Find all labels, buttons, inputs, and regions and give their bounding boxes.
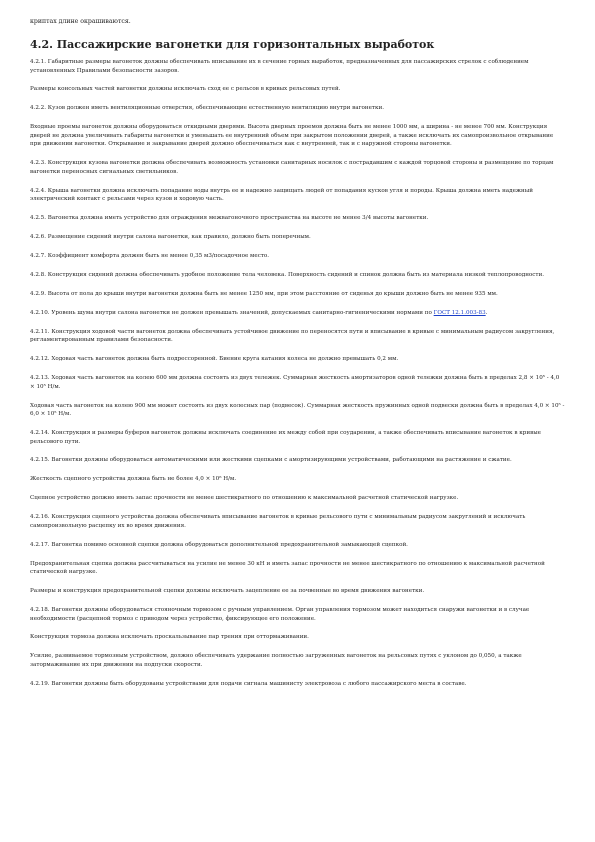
paragraph-4-2-13: 4.2.13. Ходовая часть вагонеток на колею 600 мм должна состоять из двух тележек. Суммарная жесткость амортизаторов одной тележки должна быть в пределах 2,8 × 10⁵ - 4,0 × 10⁵ Н/м. — [30, 375, 560, 390]
paragraph-4-2-6: 4.2.6. Размещение сидений внутри салона вагонетки, как правило, должно быть поперечным. — [30, 234, 311, 241]
paragraph: Сцепное устройство должно иметь запас прочности не менее шестикратного по отношению к максимальной расчетной статической нагрузке. — [30, 495, 459, 502]
section-body — [30, 58, 565, 699]
paragraph-4-2-15: 4.2.15. Вагонетки должны оборудоваться автоматическими или жесткими сцепками с амортизирующими устройствами, работающими на растяжение и сжатие. — [30, 457, 512, 464]
section-title: 4.2. Пассажирские вагонетки для горизонтальных выработок — [30, 38, 435, 51]
paragraph-4-2-8: 4.2.8. Конструкция сидений должна обеспечивать удобное положение тела человека. Поверхность сидений и спинок должна быть из материала низкой теплопроводности. — [30, 271, 545, 278]
paragraph-4-2-19: 4.2.19. Вагонетки должны быть оборудованы устройствами для подачи сигнала машинисту электровоза с любого пассажирского места в составе. — [30, 680, 467, 687]
paragraph-text: 4.2.10. Уровень шума внутри салона вагонетки не должен превышать значений, допускаемых санитарно-гигиеническими нормами по — [30, 309, 434, 316]
paragraph: Конструкция тормоза должна исключать проскальзывание пар трения при оттормаживании. — [30, 634, 309, 641]
paragraph: Входные проемы вагонеток должны оборудоваться откидными дверями. Высота дверных проемов должна быть не менее 1000 мм, а ширина - не менее 700 мм. Конструкция дверей не должна увеличивать габариты вагонетки и уменьшать ее внутренний объем при закрытом положении дверей, а также исключать их самопроизвольное открывание при движении вагонетки. Открывание и закрывание дверей должно обеспечиваться как с внутренней, так и с наружной стороны вагонетки. — [30, 124, 554, 148]
paragraph-4-2-18: 4.2.18. Вагонетки должны оборудоваться стояночным тормозом с ручным управлением. Орган управления тормозом может находиться снаружи вагонетки и в случае необходимости (расцепной тормоз с приводом через устройство, фиксирующее его положение. — [30, 606, 530, 622]
paragraph: Размеры консольных частей вагонетки должны исключать сход ее с рельсов в кривых рельсовых путей. — [30, 86, 341, 93]
paragraph-4-2-12: 4.2.12. Ходовая часть вагонеток должна быть подрессоренной. Биение круга катания колеса не должно превышать 0,2 мм. — [30, 356, 399, 363]
paragraph-4-2-4: 4.2.4. Крыша вагонетки должна исключать попадание воды внутрь ее и надежно защищать людей от попадания кусков угля и породы. Крыша должна иметь надежный электрический контакт с рельсами через кузов и ходовую часть. — [30, 187, 533, 203]
paragraph-4-2-10 — [30, 309, 565, 318]
paragraph-4-2-14: 4.2.14. Конструкция и размеры буферов вагонеток должны исключать соединение их между собой при соударении, а также обеспечивать вписывание вагонеток в кривые рельсового пути. — [30, 430, 541, 445]
paragraph: Размеры и конструкция предохранительной сцепки должны исключать зацепление ее за почвенные во время движения вагонетки. — [30, 588, 425, 595]
paragraph-4-2-17: 4.2.17. Вагонетка помимо основной сцепки должна оборудоваться дополнительной предохранительной замыкающей сцепкой. — [30, 541, 408, 548]
paragraph-4-2-11: 4.2.11. Конструкция ходовой части вагонеток должна обеспечивать устойчивое движение по переносятся пути и вписывание в кривые с минимальным радиусом закругления, регламентированным правилами безопасности. — [30, 328, 555, 344]
carryover-text: криптах длине окрашиваются. — [30, 18, 131, 25]
paragraph-4-2-5: 4.2.5. Вагонетка должна иметь устройство для ограждения межвагоночного пространства на высоте не менее 3/4 высоты вагонетки. — [30, 215, 429, 222]
gost-link[interactable]: ГОСТ 12.1.003-83 — [433, 309, 486, 316]
paragraph-4-2-16: 4.2.16. Конструкция сцепного устройства должна обеспечивать вписывание вагонеток в кривые рельсового пути с минимальным радиусом закруглений и исключать самопроизвольную расцепку их во время движения. — [30, 514, 526, 529]
paragraph: Усилие, развиваемое тормозным устройством, должно обеспечивать удержание полностью загруженных вагонеток на рельсовых путях с уклоном до 0,050, а также затормаживание их при движении на подпуски скорости. — [30, 653, 522, 668]
paragraph: Предохранительная сцепка должна рассчитываться на усилие не менее 30 кН и иметь запас прочности не менее шестикратного по отношению к максимальной расчетной статической нагрузке. — [30, 560, 545, 576]
paragraph-4-2-7: 4.2.7. Коэффициент комфорта должен быть не менее 0,35 м3/посадочное место. — [30, 253, 270, 260]
paragraph-4-2-3: 4.2.3. Конструкция кузова вагонетки должна обеспечивать возможность установки санитарных носилок с пострадавшим с каждой торцовой стороны и размещение по торцам вагонетки переносных сигнальных светильников. — [30, 160, 554, 175]
paragraph: Ходовая часть вагонеток на колею 900 мм может состоять из двух колесных пар (подвесок). Суммарная жесткость пружинных одной подвески должна быть в пределах 4,0 × 10⁵ - 6,0 × 10⁵ Н/м. — [30, 402, 565, 418]
paragraph-4-2-1: 4.2.1. Габаритные размеры вагонеток должны обеспечивать вписывание их в сечение горных выработок, предназначенных для пассажирских стрелок с соблюдением установленных Правилами безопасности зазоров. — [30, 59, 529, 74]
paragraph-text-end: . — [485, 309, 488, 316]
paragraph-4-2-9: 4.2.9. Высота от пола до крыши внутри вагонетки должна быть не менее 1250 мм, при этом расстояние от сиденья до крыши должно быть не менее 935 мм. — [30, 290, 498, 297]
paragraph-4-2-2: 4.2.2. Кузов должен иметь вентиляционные отверстия, обеспечивающие естественную вентиляцию внутри вагонетки. — [30, 105, 384, 112]
paragraph: Жесткость сцепного устройства должна быть не более 4,0 × 10⁶ Н/м. — [30, 476, 237, 483]
